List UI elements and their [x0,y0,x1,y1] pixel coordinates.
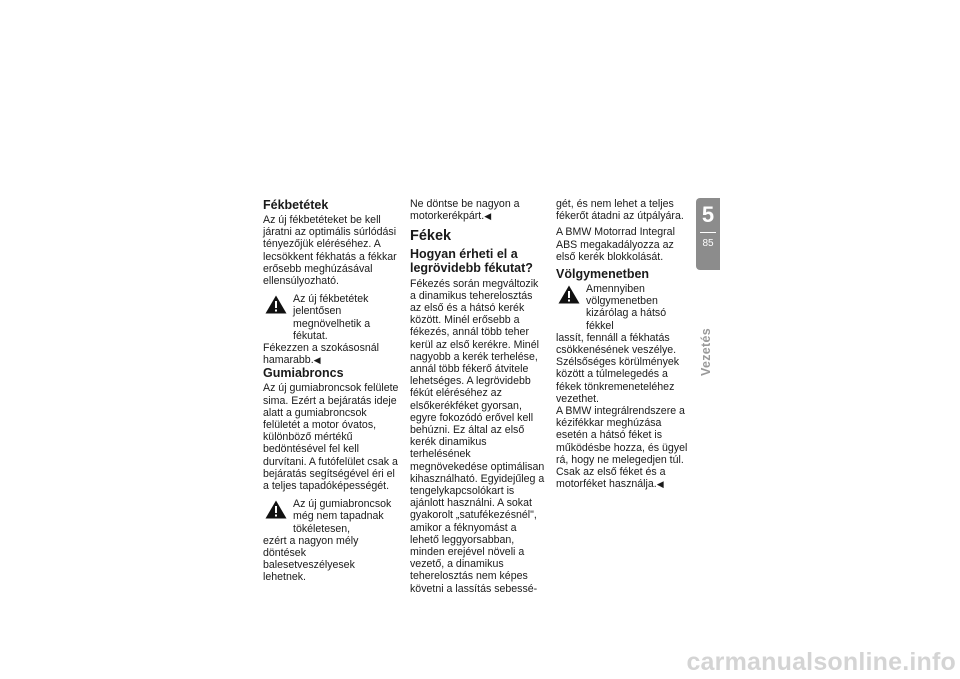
section-title-fekek: Fékek [410,228,452,245]
warning-continuation-gumiabroncs: ezért a nagyon mély döntések balesetveszélyesek lehetnek. [263,534,359,584]
warning-block-volgymenet [556,283,692,405]
column-2 [410,198,546,599]
warning-continuation-fekbetetek: Fékezzen a szokásosnál hamarabb. [263,342,380,367]
warning-text-volgymenet: Amennyiben völgymenetben kizárólag a hátsó fékkel [586,283,667,332]
chapter-tab [696,198,720,270]
warning-continuation-volgymenet: lassít, fennáll a fékhatás csökkenésének veszélye. Szélsőséges körülmények között a túlmelegedés a fékek tönkremeneteléhez vezethet. [556,331,680,405]
end-mark: ◀ [313,355,321,366]
watermark: carmanualsonline.info [686,648,956,676]
subheading-fekut: Hogyan érheti el a legrövidebb fékutat? [410,247,533,275]
column-3 [556,198,692,494]
end-mark: ◀ [656,479,664,490]
warning-text-gumiabroncs: Az új gumiabroncsok még nem tapadnak tökéletesen, [293,498,392,535]
end-mark: ◀ [484,211,492,222]
warning-triangle-icon [265,500,287,519]
heading-fekbetetek: Fékbetétek [263,198,329,212]
chapter-number: 5 [701,202,715,227]
intro-text: Ne döntse be nagyon a motorkerékpárt. [410,198,520,223]
warning-block-fekbetetek [263,293,399,366]
fekbetetek-body: Az új fékbetéteket be kell járatni az optimális súrlódási tényezőjük eléréséhez. A lecsökkent fékhatás a fékkar erősebb meghúzásával ellensúlyozható. [263,214,397,288]
fekek-body: Fékezés során megváltozik a dinamikus teherelosztás az első és a hátsó kerék között. Minél erősebb a fékezés, annál több teher kerül az első kerékre. Minél nagyobb a kerék terhelése, annál több fékerő átvitele lehetséges. A legrövidebb fékút eléréséhez az elsőkerékféket gyorsan, egyre fokozódó erővel kell behúzni. Ez által az első kerék dinamikus terhelésének megnövekedése optimálisan kihasználható. Egyidejűleg a tengelykapcsolókart is ajánlott használni. A sokat gyakorolt „satufékezésnél", amikor a féknyomást a lehető leggyorsabban, minden erejével növeli a vezető, a dinamikus teherelosztás nem képes követni a lassítás sebessé- [410,277,545,595]
tab-divider [700,232,716,233]
column-1 [263,198,399,584]
heading-volgymenetben: Völgymenetben [556,267,650,282]
chapter-side-label: Vezetés [699,328,713,376]
warning-block-gumiabroncs [263,498,399,583]
volgymenet-body: A BMW integrálrendszere a kézifékkar meghúzása esetén a hátsó féket is működésbe hozza, és ügyel rá, hogy ne melegedjen túl. Csak az első féket és a motorféket használja. [556,405,688,491]
abs-text: A BMW Motorrad Integral ABS megakadályozza az első kerék blokkolását. [556,226,675,263]
warning-triangle-icon [265,295,287,314]
heading-gumiabroncs: Gumiabroncs [263,366,344,381]
warning-triangle-icon [558,285,580,304]
warning-text-fekbetetek: Az új fékbetétek jelentősen megnövelhetik a fékutat. [293,293,371,342]
gumiabroncs-body: Az új gumiabroncsok felülete sima. Ezért a bejáratás ideje alatt a gumiabroncsok felületét a motor óvatos, különböző mértékű bedöntésével fel kell durvítani. A futófelület csak a bejáratás segítségével éri el a teljes tapadóképességét. [263,382,399,493]
page-number: 85 [702,238,714,249]
continuation-text: gét, és nem lehet a teljes fékerőt átadni az útpályára. [556,198,684,223]
